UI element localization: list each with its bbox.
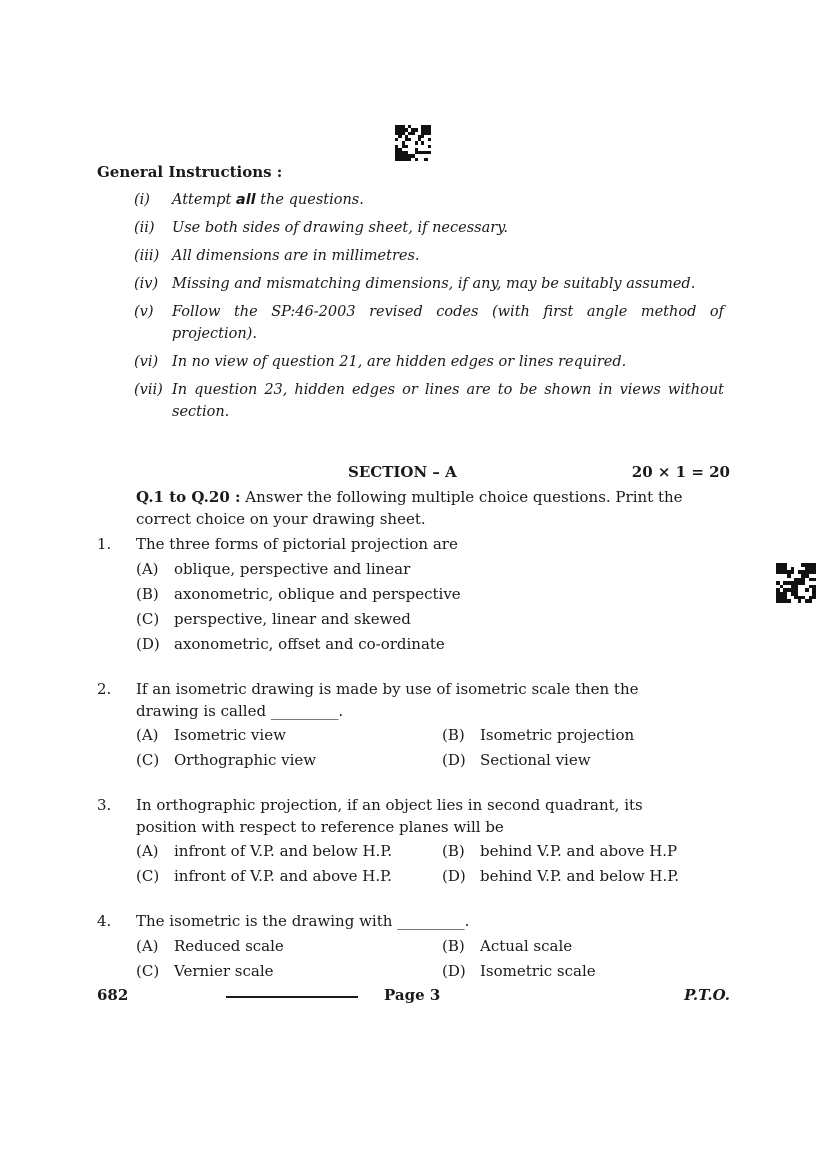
option: (A) oblique, perspective and linear [136,560,411,578]
instruction-text: Attempt all the questions. [172,192,364,208]
option: (B) axonometric, oblique and perspective [136,585,461,603]
instruction-number: (iii) [134,248,160,264]
question-text: The three forms of pictorial projection are [136,535,458,553]
footer-divider [226,996,358,998]
question-text: In orthographic projection, if an object lies in second quadrant, its position with respect to reference planes will be [136,796,643,836]
option: (C) Vernier scale [136,962,274,980]
section-title: SECTION – A [348,463,457,481]
option: (D) Sectional view [442,751,591,769]
instruction-text: In no view of question 21, are hidden edges or lines required. [172,354,627,370]
question-number: 3. [97,796,112,814]
option: (B) Actual scale [442,937,573,955]
question-text: The isometric is the drawing with _________. [136,912,470,930]
option: (A) infront of V.P. and below H.P. [136,842,393,860]
option: (D) Isometric scale [442,962,596,980]
section-intro: Q.1 to Q.20 : Answer the following multiple choice questions. Print the correct choice on your drawing sheet. [136,488,683,528]
page-number: Page 3 [384,986,441,1004]
option: (C) Orthographic view [136,751,317,769]
instruction-number: (iv) [134,276,159,292]
question-number: 1. [97,535,112,553]
option: (A) Isometric view [136,726,286,744]
instructions-heading: General Instructions : [97,163,283,181]
question-4 [97,910,727,932]
instruction-number: (i) [134,192,150,208]
option: (B) Isometric projection [442,726,635,744]
option: (D) axonometric, offset and co-ordinate [136,635,445,653]
question-1 [97,533,727,555]
instruction-number: (vi) [134,354,159,370]
question-number: 2. [97,680,112,698]
instruction-text: Follow the SP:46-2003 revised codes (with first angle method of projection). [172,304,724,342]
section-marks: 20 × 1 = 20 [631,463,730,481]
instruction-text: Missing and mismatching dimensions, if any, may be suitably assumed. [172,276,696,292]
instruction-text: All dimensions are in millimetres. [172,248,420,264]
instruction-item [134,301,724,345]
instruction-item [134,217,724,239]
option: (B) behind V.P. and above H.P [442,842,678,860]
question-number: 4. [97,912,112,930]
qr-code-icon [776,563,816,603]
question-2 [97,678,727,722]
paper-code: 682 [97,986,129,1004]
instruction-item [134,351,724,373]
option: (A) Reduced scale [136,937,284,955]
instruction-text: Use both sides of drawing sheet, if necessary. [172,220,509,236]
instruction-item [134,245,724,267]
option: (C) perspective, linear and skewed [136,610,411,628]
instruction-number: (ii) [134,220,155,236]
question-text: If an isometric drawing is made by use of isometric scale then the drawing is called _________. [136,680,639,720]
instruction-item [134,379,724,423]
option: (C) infront of V.P. and above H.P. [136,867,392,885]
pto-label: P.T.O. [684,986,730,1004]
instruction-number: (vii) [134,382,163,398]
question-3 [97,794,727,838]
instruction-item [134,189,724,211]
option: (D) behind V.P. and below H.P. [442,867,680,885]
instruction-item [134,273,724,295]
qr-code-icon [395,125,431,161]
instruction-number: (v) [134,304,154,320]
instruction-text: In question 23, hidden edges or lines are to be shown in views without section. [172,382,724,420]
